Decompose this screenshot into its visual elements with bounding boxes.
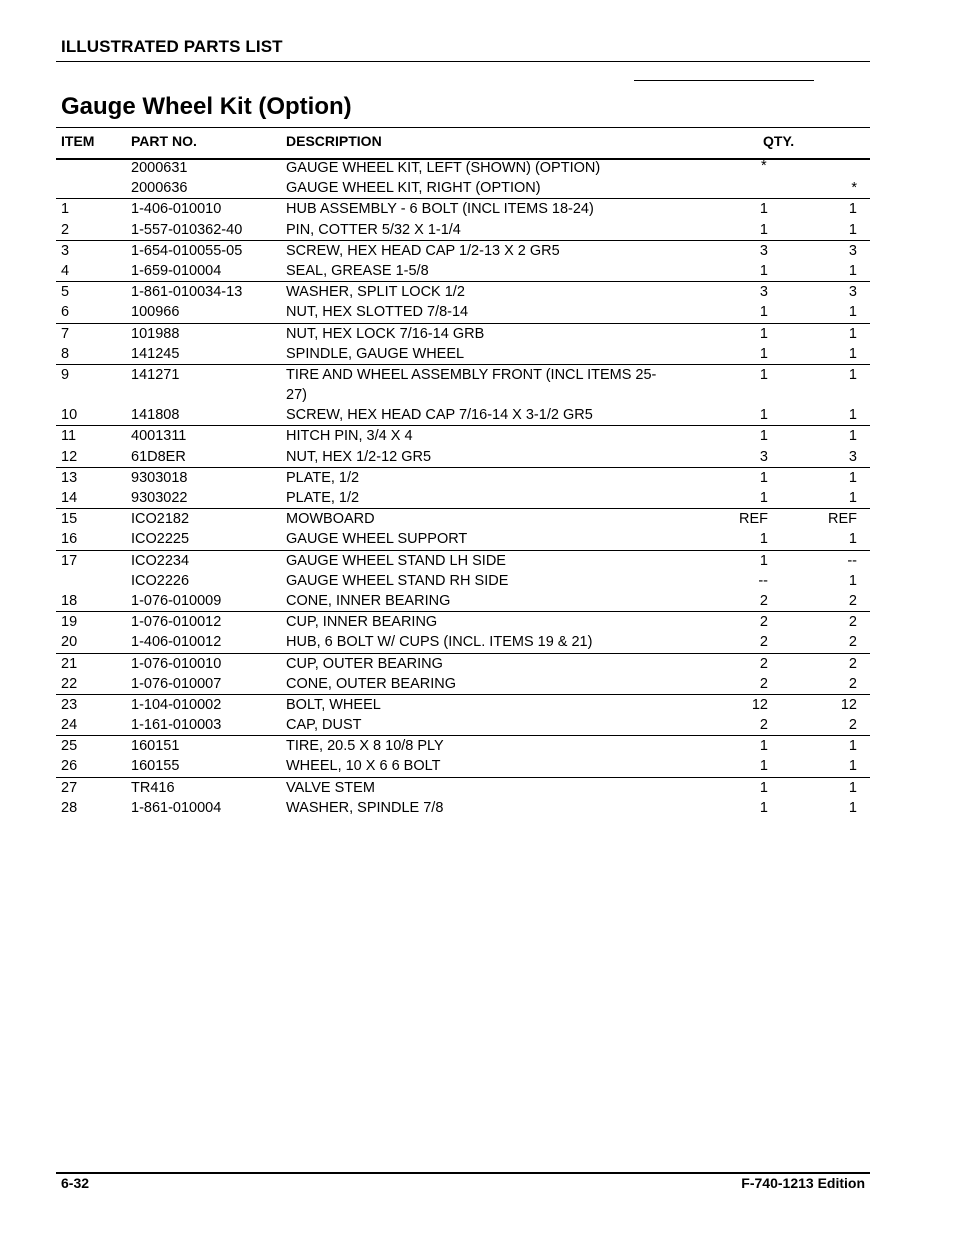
qty-right: 1 [848, 201, 857, 218]
table-row [56, 323, 870, 344]
item-number: 18 [61, 592, 78, 609]
item-number: 23 [61, 696, 78, 713]
item-number: 5 [61, 284, 70, 301]
description: TIRE AND WHEEL ASSEMBLY FRONT (INCL ITEMS 25-27) [286, 366, 657, 404]
item-number: 10 [61, 407, 78, 424]
table-row [56, 488, 870, 508]
column-header-part-no: PART NO. [131, 133, 197, 149]
table-row [56, 281, 870, 302]
qty-left: 1 [759, 779, 768, 796]
item-number: 8 [61, 345, 70, 362]
item-number: 17 [61, 552, 78, 569]
description: SPINDLE, GAUGE WHEEL [286, 345, 465, 362]
table-row [56, 611, 870, 632]
table-row [56, 240, 870, 261]
table-row [56, 261, 870, 281]
part-number: 1-076-010009 [131, 592, 222, 609]
table-row [56, 632, 870, 652]
description: TIRE, 20.5 X 8 10/8 PLY [286, 738, 444, 755]
item-number: 19 [61, 614, 78, 631]
part-number: ICO2182 [131, 511, 190, 528]
description: NUT, HEX 1/2-12 GR5 [286, 448, 432, 465]
description: GAUGE WHEEL STAND LH SIDE [286, 552, 506, 569]
table-row [56, 364, 870, 405]
item-number: 1 [61, 201, 70, 218]
part-number: 4001311 [131, 428, 187, 445]
description: HUB ASSEMBLY - 6 BOLT (INCL ITEMS 18-24) [286, 201, 594, 218]
parts-table [56, 158, 870, 818]
section-header: ILLUSTRATED PARTS LIST [61, 37, 283, 56]
description: CUP, OUTER BEARING [286, 655, 443, 672]
description: NUT, HEX SLOTTED 7/8-14 [286, 304, 469, 321]
description: GAUGE WHEEL KIT, RIGHT (OPTION) [286, 180, 541, 197]
item-number: 20 [61, 634, 78, 651]
description: WASHER, SPLIT LOCK 1/2 [286, 284, 465, 301]
part-number: 9303022 [131, 490, 188, 507]
qty-left: 1 [759, 799, 768, 816]
item-number: 24 [61, 717, 78, 734]
part-number: 1-076-010012 [131, 614, 222, 631]
qty-left: 2 [759, 717, 768, 734]
qty-right: 1 [848, 221, 857, 238]
qty-right: 2 [848, 614, 857, 631]
qty-right: 1 [848, 304, 857, 321]
qty-left: 1 [759, 552, 768, 569]
qty-left: 1 [759, 345, 768, 362]
table-row [56, 550, 870, 571]
qty-right: 1 [848, 779, 857, 796]
qty-right: 1 [848, 345, 857, 362]
qty-left: 1 [759, 221, 768, 238]
description: BOLT, WHEEL [286, 696, 381, 713]
qty-left: 1 [759, 325, 768, 342]
qty-left: 1 [759, 531, 768, 548]
item-number: 28 [61, 799, 78, 816]
part-number: 1-861-010004 [131, 799, 222, 816]
footer-rule [56, 1172, 870, 1174]
part-number: 9303018 [131, 469, 188, 486]
page-title: Gauge Wheel Kit (Option) [61, 93, 352, 120]
page-number: 6-32 [61, 1175, 90, 1191]
qty-left: 3 [759, 242, 768, 259]
qty-right: 1 [848, 799, 857, 816]
part-number: ICO2225 [131, 531, 190, 548]
qty-right: 1 [848, 738, 857, 755]
table-row [56, 447, 870, 467]
qty-right: 1 [848, 366, 857, 383]
table-row [56, 198, 870, 219]
description: NUT, HEX LOCK 7/16-14 GRB [286, 325, 485, 342]
column-header-qty: QTY. [763, 133, 795, 149]
qty-left: 1 [759, 469, 768, 486]
item-number: 26 [61, 758, 78, 775]
table-row [56, 344, 870, 364]
item-number: 14 [61, 490, 78, 507]
table-row [56, 425, 870, 446]
part-number: 2000636 [131, 180, 188, 197]
table-row [56, 571, 870, 591]
description: GAUGE WHEEL KIT, LEFT (SHOWN) (OPTION) [286, 160, 601, 176]
table-row [56, 405, 870, 425]
part-number: 1-406-010012 [131, 634, 222, 651]
table-row [56, 798, 870, 818]
part-number: 101988 [131, 325, 180, 342]
table-row [56, 302, 870, 322]
item-number: 27 [61, 779, 78, 796]
item-number: 9 [61, 366, 70, 383]
item-number: 22 [61, 675, 78, 692]
part-number: 141808 [131, 407, 180, 424]
description: PIN, COTTER 5/32 X 1-1/4 [286, 221, 461, 238]
item-number: 15 [61, 511, 78, 528]
qty-left: 2 [759, 634, 768, 651]
description: PLATE, 1/2 [286, 469, 360, 486]
qty-right: 1 [848, 531, 857, 548]
table-row [56, 715, 870, 735]
table-row [56, 467, 870, 488]
header-rule [56, 61, 870, 62]
description: GAUGE WHEEL SUPPORT [286, 531, 468, 548]
description: CAP, DUST [286, 717, 362, 734]
column-header-description: DESCRIPTION [286, 133, 382, 149]
qty-left: 1 [759, 490, 768, 507]
qty-left: 2 [759, 614, 768, 631]
part-number: 1-654-010055-05 [131, 242, 243, 259]
item-number: 4 [61, 262, 70, 279]
part-number: 1-161-010003 [131, 717, 222, 734]
description: MOWBOARD [286, 511, 375, 528]
qty-left: -- [758, 572, 768, 589]
qty-left: 1 [759, 738, 768, 755]
qty-right: 1 [848, 407, 857, 424]
qty-right: 1 [848, 325, 857, 342]
part-number: 2000631 [131, 160, 188, 176]
table-row [56, 158, 870, 178]
qty-left: 2 [759, 592, 768, 609]
table-row [56, 508, 870, 529]
description: WHEEL, 10 X 6 6 BOLT [286, 758, 441, 775]
part-number: 100966 [131, 304, 180, 321]
item-number: 16 [61, 531, 78, 548]
part-number: 160155 [131, 758, 180, 775]
qty-right: * [851, 180, 857, 197]
item-number: 11 [61, 428, 77, 445]
description: WASHER, SPINDLE 7/8 [286, 799, 444, 816]
part-number: 1-659-010004 [131, 262, 222, 279]
table-row [56, 735, 870, 756]
qty-right: 3 [848, 284, 857, 301]
qty-right: 2 [848, 717, 857, 734]
table-row [56, 591, 870, 611]
table-row [56, 777, 870, 798]
column-header-item: ITEM [61, 133, 95, 149]
qty-right: 1 [848, 572, 857, 589]
qty-right: 2 [848, 634, 857, 651]
part-number: 1-076-010010 [131, 655, 222, 672]
description: SCREW, HEX HEAD CAP 1/2-13 X 2 GR5 [286, 242, 560, 259]
qty-left: * [761, 158, 767, 174]
title-rule [56, 127, 870, 128]
item-number: 2 [61, 221, 70, 238]
qty-right: 2 [848, 592, 857, 609]
qty-left: 1 [759, 407, 768, 424]
part-number: 1-861-010034-13 [131, 284, 243, 301]
qty-left: 1 [759, 304, 768, 321]
item-number: 25 [61, 738, 78, 755]
qty-left: 1 [759, 366, 768, 383]
description: SCREW, HEX HEAD CAP 7/16-14 X 3-1/2 GR5 [286, 407, 593, 424]
description: CONE, OUTER BEARING [286, 675, 456, 692]
qty-left: 1 [759, 262, 768, 279]
qty-right: 1 [848, 758, 857, 775]
description: CUP, INNER BEARING [286, 614, 438, 631]
table-row [56, 178, 870, 198]
qty-right: REF [828, 511, 857, 528]
table-row [56, 529, 870, 549]
qty-right: 1 [848, 469, 857, 486]
qty-right: 3 [848, 448, 857, 465]
table-row [56, 694, 870, 715]
qty-left: 1 [759, 201, 768, 218]
qty-left: 12 [751, 696, 768, 713]
item-number: 7 [61, 325, 70, 342]
table-row [56, 756, 870, 776]
item-number: 3 [61, 242, 70, 259]
part-number: 1-076-010007 [131, 675, 222, 692]
qty-right: 1 [848, 428, 857, 445]
part-number: 160151 [131, 738, 180, 755]
qty-right: 2 [848, 675, 857, 692]
part-number: 1-557-010362-40 [131, 221, 243, 238]
item-number: 6 [61, 304, 70, 321]
part-number: 1-104-010002 [131, 696, 222, 713]
qty-left: 1 [759, 428, 768, 445]
qty-left: 3 [759, 284, 768, 301]
description: HUB, 6 BOLT W/ CUPS (INCL. ITEMS 19 & 21) [286, 634, 593, 651]
description: PLATE, 1/2 [286, 490, 360, 507]
description: GAUGE WHEEL STAND RH SIDE [286, 572, 509, 589]
qty-left: 1 [759, 758, 768, 775]
item-number: 21 [61, 655, 78, 672]
qty-right: 1 [848, 262, 857, 279]
description: HITCH PIN, 3/4 X 4 [286, 428, 413, 445]
part-number: 141245 [131, 345, 180, 362]
row-divider-partial [634, 80, 814, 81]
description: CONE, INNER BEARING [286, 592, 451, 609]
description: VALVE STEM [286, 779, 375, 796]
qty-left: REF [739, 511, 768, 528]
qty-right: -- [847, 552, 857, 569]
item-number: 12 [61, 448, 78, 465]
qty-right: 3 [848, 242, 857, 259]
part-number: TR416 [131, 779, 175, 796]
qty-left: 2 [759, 655, 768, 672]
table-row [56, 653, 870, 674]
qty-right: 12 [840, 696, 857, 713]
qty-right: 2 [848, 655, 857, 672]
qty-right: 1 [848, 490, 857, 507]
table-row [56, 220, 870, 240]
qty-left: 3 [759, 448, 768, 465]
description: SEAL, GREASE 1-5/8 [286, 262, 429, 279]
qty-left: 2 [759, 675, 768, 692]
part-number: 61D8ER [131, 448, 186, 465]
table-row [56, 674, 870, 694]
part-number: 141271 [131, 366, 180, 383]
item-number: 13 [61, 469, 78, 486]
part-number: ICO2226 [131, 572, 190, 589]
part-number: ICO2234 [131, 552, 190, 569]
part-number: 1-406-010010 [131, 201, 222, 218]
edition-label: F-740-1213 Edition [741, 1175, 865, 1191]
